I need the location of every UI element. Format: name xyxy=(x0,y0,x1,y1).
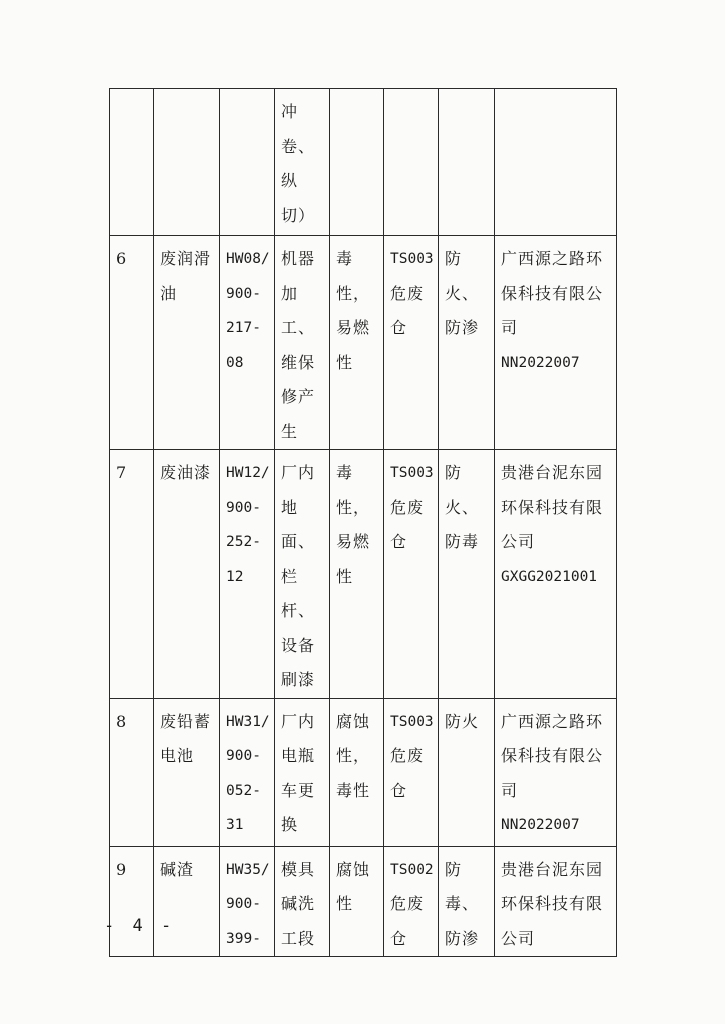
cell-line: 切） xyxy=(281,205,316,225)
cell-line: 防火 xyxy=(445,711,480,731)
cell-line: 换 xyxy=(281,815,299,834)
table-body xyxy=(110,89,617,957)
cell-line: 防毒 xyxy=(445,532,480,551)
cell-measure xyxy=(439,698,495,846)
cell-no xyxy=(110,89,154,236)
cell-source xyxy=(275,698,330,846)
cell-code xyxy=(220,89,275,236)
cell-line: 900- xyxy=(226,499,261,516)
cell-line: 毒性 xyxy=(336,780,371,800)
cell-line: 毒 xyxy=(336,463,354,482)
hazardous-waste-table xyxy=(109,88,617,957)
cell-line: 纵 xyxy=(281,171,299,190)
cell-hazard xyxy=(330,698,384,846)
cell-line: TS002 xyxy=(390,861,434,878)
cell-line: 刷漆 xyxy=(281,670,316,689)
cell-company xyxy=(495,846,617,957)
table-row xyxy=(110,236,617,450)
cell-line: 杆、 xyxy=(281,601,316,620)
cell-line: 面、 xyxy=(281,532,316,551)
cell-line: 废润滑 xyxy=(160,249,212,268)
cell-company xyxy=(495,698,617,846)
cell-line: 油 xyxy=(160,283,178,303)
cell-line: HW08/ xyxy=(226,251,270,267)
cell-line: 性 xyxy=(336,566,354,586)
cell-line: TS003 xyxy=(390,713,434,730)
cell-name xyxy=(154,846,220,957)
cell-hazard xyxy=(330,89,384,236)
cell-line: 废油漆 xyxy=(160,463,212,482)
cell-line: 性， xyxy=(336,497,371,517)
cell-line: 栏 xyxy=(281,566,299,586)
cell-company xyxy=(495,236,617,450)
cell-line: 毒 xyxy=(336,249,354,268)
cell-line: 防 xyxy=(445,859,463,879)
cell-line: 仓 xyxy=(390,318,408,337)
cell-no: 7 xyxy=(110,450,154,699)
table-row xyxy=(110,846,617,957)
cell-line: 广西源之路环 xyxy=(501,711,604,731)
cell-line: 修产 xyxy=(281,387,316,406)
cell-line: 公司 xyxy=(501,532,536,551)
cell-line: 电瓶 xyxy=(281,746,316,765)
cell-line: 防渗 xyxy=(445,318,480,337)
cell-code xyxy=(220,450,275,699)
cell-line: 地 xyxy=(281,497,299,517)
cell-line: 保科技有限公 xyxy=(501,746,604,765)
cell-line: 卷、 xyxy=(281,136,316,156)
cell-line: 腐蚀 xyxy=(336,859,371,879)
cell-storage xyxy=(384,450,439,699)
cell-line: 性， xyxy=(336,746,371,765)
cell-hazard xyxy=(330,236,384,450)
cell-line: 防 xyxy=(445,249,463,268)
cell-name xyxy=(154,89,220,236)
cell-line: 碱渣 xyxy=(160,859,195,879)
cell-line: 腐蚀 xyxy=(336,711,371,731)
cell-line: 08 xyxy=(226,354,244,371)
cell-line: 保科技有限公 xyxy=(501,283,604,303)
cell-line: 维保 xyxy=(281,352,316,372)
cell-line: 厂内 xyxy=(281,463,316,482)
cell-name xyxy=(154,698,220,846)
cell-line: 易燃 xyxy=(336,318,371,337)
cell-measure xyxy=(439,450,495,699)
cell-source xyxy=(275,236,330,450)
cell-line: 废铅蓄 xyxy=(160,711,212,731)
cell-line: 危废 xyxy=(390,283,425,303)
cell-line: HW35/ xyxy=(226,861,270,878)
cell-line: 冲 xyxy=(281,102,299,121)
cell-no: 6 xyxy=(110,236,154,450)
cell-line: TS003 xyxy=(390,465,434,481)
cell-line: 厂内 xyxy=(281,711,316,731)
cell-line: NN2022007 xyxy=(501,354,580,371)
cell-line: 公司 xyxy=(501,928,536,948)
cell-line: 贵港台泥东园 xyxy=(501,463,604,482)
cell-line: 217- xyxy=(226,320,261,336)
cell-line: 防渗 xyxy=(445,928,480,948)
cell-no: 8 xyxy=(110,698,154,846)
cell-line: 399- xyxy=(226,930,261,947)
cell-hazard xyxy=(330,846,384,957)
cell-line: 火、 xyxy=(445,283,480,303)
cell-line: 900- xyxy=(226,896,261,912)
cell-storage xyxy=(384,89,439,236)
cell-measure xyxy=(439,236,495,450)
cell-line: 电池 xyxy=(160,746,195,765)
cell-storage xyxy=(384,846,439,957)
cell-line: 模具 xyxy=(281,859,316,879)
cell-measure xyxy=(439,89,495,236)
cell-line: 危废 xyxy=(390,746,425,765)
table-row-continuation xyxy=(110,89,617,236)
cell-line: 900- xyxy=(226,748,261,764)
cell-line: 危废 xyxy=(390,894,425,913)
cell-line: 900- xyxy=(226,285,261,302)
cell-source xyxy=(275,846,330,957)
cell-line: 火、 xyxy=(445,497,480,517)
cell-source xyxy=(275,450,330,699)
cell-line: NN2022007 xyxy=(501,817,580,833)
cell-line: 车更 xyxy=(281,780,316,800)
cell-line: 性 xyxy=(336,352,354,372)
cell-line: 工段 xyxy=(281,928,316,948)
cell-code xyxy=(220,846,275,957)
cell-line: GXGG2021001 xyxy=(501,568,598,585)
cell-line: 防 xyxy=(445,463,463,482)
cell-line: HW12/ xyxy=(226,465,270,481)
cell-line: 仓 xyxy=(390,780,408,800)
cell-line: 仓 xyxy=(390,532,408,551)
cell-measure xyxy=(439,846,495,957)
cell-line: 仓 xyxy=(390,928,408,948)
cell-line: 广西源之路环 xyxy=(501,249,604,268)
cell-line: 贵港台泥东园 xyxy=(501,859,604,879)
cell-storage xyxy=(384,698,439,846)
table-row xyxy=(110,698,617,846)
cell-line: 加 xyxy=(281,283,299,303)
cell-line: HW31/ xyxy=(226,713,270,730)
cell-line: 易燃 xyxy=(336,532,371,551)
cell-code xyxy=(220,236,275,450)
page-number: - 4 - xyxy=(104,916,176,936)
cell-name xyxy=(154,236,220,450)
cell-line: 31 xyxy=(226,817,244,833)
cell-line: 司 xyxy=(501,780,519,800)
cell-line: 性， xyxy=(336,283,371,303)
cell-line: 252- xyxy=(226,534,261,550)
cell-line: 环保科技有限 xyxy=(501,497,604,517)
cell-line: TS003 xyxy=(390,251,434,267)
cell-line: 毒、 xyxy=(445,894,480,913)
cell-name xyxy=(154,450,220,699)
cell-line: 机器 xyxy=(281,249,316,268)
cell-line: 环保科技有限 xyxy=(501,894,604,913)
cell-company xyxy=(495,450,617,699)
cell-line: 司 xyxy=(501,318,519,337)
cell-line: 危废 xyxy=(390,497,425,517)
cell-company xyxy=(495,89,617,236)
cell-line: 性 xyxy=(336,894,354,913)
cell-hazard xyxy=(330,450,384,699)
cell-line: 工、 xyxy=(281,318,316,337)
cell-code xyxy=(220,698,275,846)
table-row xyxy=(110,450,617,699)
cell-source xyxy=(275,89,330,236)
cell-storage xyxy=(384,236,439,450)
cell-line: 052- xyxy=(226,782,261,799)
cell-line: 生 xyxy=(281,421,299,441)
cell-line: 12 xyxy=(226,568,244,585)
cell-line: 设备 xyxy=(281,635,316,655)
cell-no: 9 xyxy=(110,846,154,957)
cell-line: 碱洗 xyxy=(281,894,316,913)
